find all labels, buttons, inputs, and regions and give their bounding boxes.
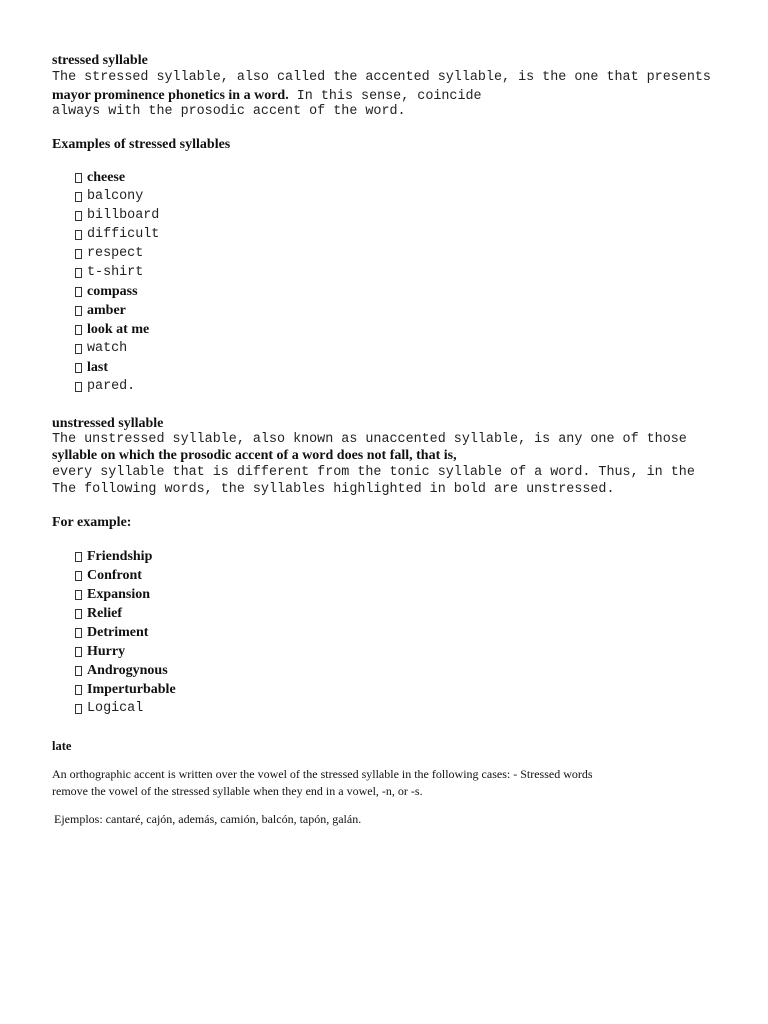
list-item: [75, 661, 176, 680]
stressed-examples-list: [75, 168, 159, 396]
list-item-text: Logical: [87, 701, 144, 716]
list-item-text: pared.: [87, 379, 136, 394]
section-heading-unstressed: unstressed syllable: [52, 416, 164, 431]
bullet-box-icon: [75, 552, 82, 562]
bullet-box-icon: [75, 666, 82, 676]
list-item-text: balcony: [87, 189, 144, 204]
paragraph-line: The stressed syllable, also called the accented syllable, is the one that presents: [52, 70, 711, 85]
bullet-box-icon: [75, 647, 82, 657]
list-item: [75, 680, 176, 699]
bullet-box-icon: [75, 211, 82, 221]
bullet-box-icon: [75, 628, 82, 638]
bullet-box-icon: [75, 363, 82, 373]
list-item: [75, 263, 159, 282]
bullet-box-icon: [75, 704, 82, 714]
examples-line: Ejemplos: cantaré, cajón, además, camión, balcón, tapón, galán.: [54, 812, 362, 826]
bullet-box-icon: [75, 173, 82, 183]
list-item-text: cheese: [87, 170, 126, 185]
bullet-box-icon: [75, 325, 82, 335]
bullet-box-icon: [75, 685, 82, 695]
list-item-text: last: [87, 360, 108, 375]
list-item: [75, 320, 159, 339]
list-item-text: Imperturbable: [87, 682, 176, 697]
examples-heading: Examples of stressed syllables: [52, 137, 231, 152]
list-item: [75, 301, 159, 320]
bullet-box-icon: [75, 571, 82, 581]
list-item: [75, 282, 159, 301]
section-heading-stressed: stressed syllable: [52, 53, 148, 68]
list-item-text: Detriment: [87, 625, 149, 640]
paragraph-line: An orthographic accent is written over the vowel of the stressed syllable in the following cases: - Stressed words: [52, 767, 593, 781]
list-item-text: difficult: [87, 227, 160, 242]
paragraph-line: The following words, the syllables highlighted in bold are unstressed.: [52, 482, 615, 497]
paragraph-line: every syllable that is different from the tonic syllable of a word. Thus, in the: [52, 465, 695, 480]
bullet-box-icon: [75, 609, 82, 619]
paragraph-text: In this sense, coincide: [288, 89, 482, 104]
bullet-box-icon: [75, 249, 82, 259]
list-item-text: Friendship: [87, 549, 153, 564]
bullet-box-icon: [75, 306, 82, 316]
unstressed-examples-list: [75, 547, 176, 718]
list-item-text: watch: [87, 341, 128, 356]
list-item: [75, 358, 159, 377]
list-item: [75, 585, 176, 604]
bullet-box-icon: [75, 287, 82, 297]
paragraph-line: remove the vowel of the stressed syllable when they end in a vowel, -n, or -s.: [52, 784, 423, 798]
bullet-box-icon: [75, 590, 82, 600]
list-item-text: Expansion: [87, 587, 151, 602]
bullet-box-icon: [75, 382, 82, 392]
list-item: [75, 604, 176, 623]
list-item-text: billboard: [87, 208, 160, 223]
list-item-text: Androgynous: [87, 663, 168, 678]
list-item-text: compass: [87, 284, 138, 299]
bold-paragraph-line: syllable on which the prosodic accent of a word does not fall, that is,: [52, 448, 457, 463]
bold-phrase: mayor prominence phonetics in a word.: [52, 88, 289, 103]
list-item-text: amber: [87, 303, 126, 318]
list-item: [75, 547, 176, 566]
paragraph-line: always with the prosodic accent of the word.: [52, 104, 406, 119]
list-item-text: respect: [87, 246, 144, 261]
list-item: [75, 225, 159, 244]
paragraph-line: The unstressed syllable, also known as unaccented syllable, is any one of those: [52, 432, 687, 447]
list-item: [75, 187, 159, 206]
list-item-text: Confront: [87, 568, 142, 583]
list-item: [75, 244, 159, 263]
list-item: [75, 168, 159, 187]
list-item: [75, 566, 176, 585]
list-item: [75, 642, 176, 661]
examples-heading: For example:: [52, 515, 132, 530]
list-item: [75, 206, 159, 225]
list-item: [75, 623, 176, 642]
bullet-box-icon: [75, 230, 82, 240]
list-item-text: look at me: [87, 322, 150, 337]
bullet-box-icon: [75, 192, 82, 202]
list-item: [75, 699, 176, 718]
bullet-box-icon: [75, 268, 82, 278]
list-item: [75, 377, 159, 396]
list-item-text: Hurry: [87, 644, 126, 659]
bullet-box-icon: [75, 344, 82, 354]
section-heading-late: late: [52, 739, 72, 753]
list-item: [75, 339, 159, 358]
list-item-text: Relief: [87, 606, 122, 621]
list-item-text: t-shirt: [87, 265, 144, 280]
